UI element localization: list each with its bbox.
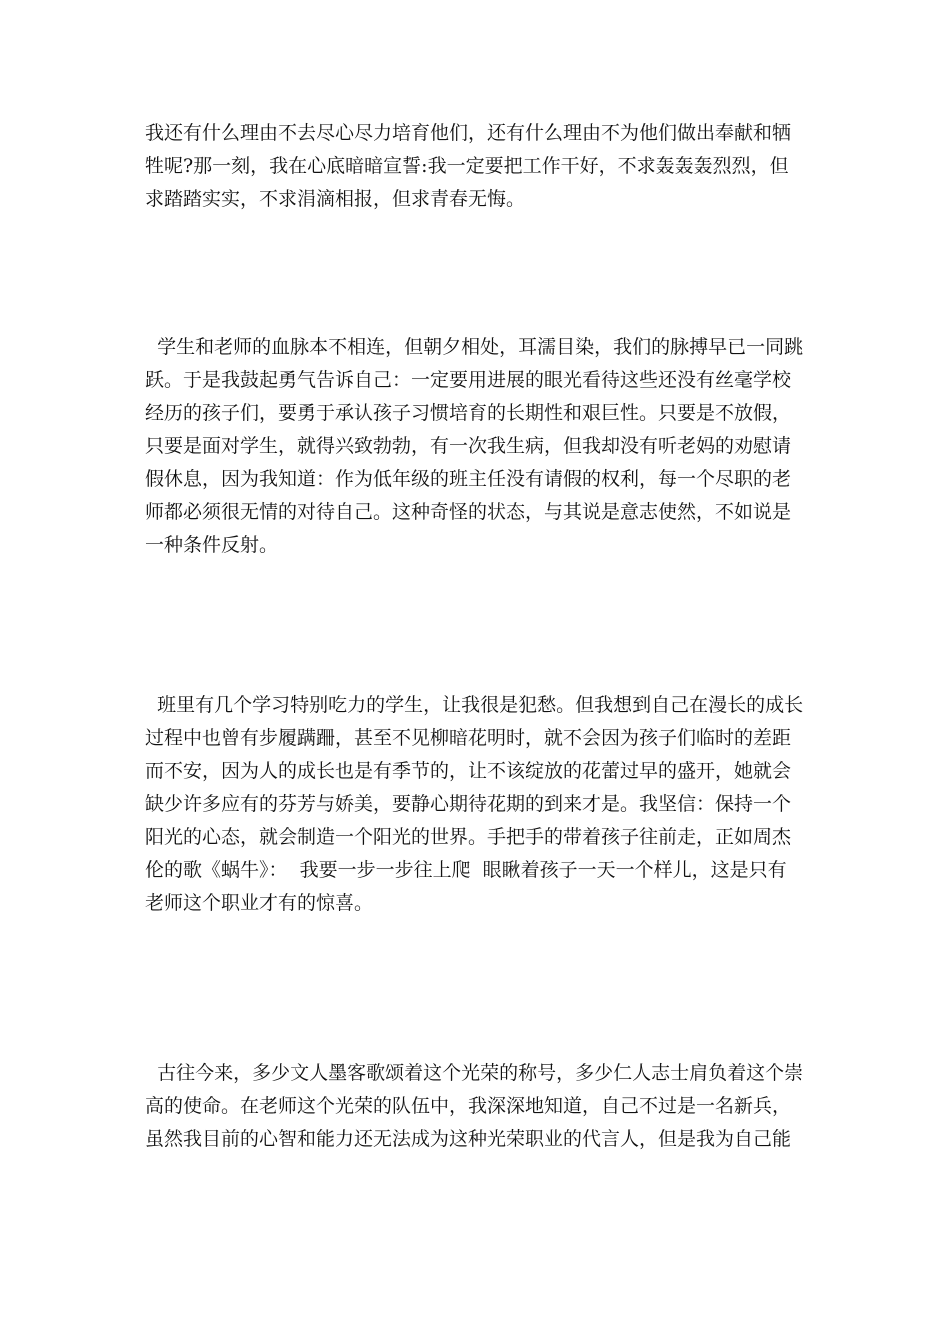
paragraph-line: 师都必须很无情的对待自己。这种奇怪的状态，与其说是意志使然，不如说是 — [145, 501, 792, 523]
paragraph-4 — [145, 1057, 805, 1156]
paragraph-line: 求踏踏实实，不求涓滴相报，但求青春无悔。 — [145, 188, 526, 210]
paragraph-line: 阳光的心态，就会制造一个阳光的世界。手把手的带着孩子往前走，正如周杰 — [145, 826, 792, 848]
paragraph-line: 高的使命。在老师这个光荣的队伍中，我深深地知道，自己不过是一名新兵， — [145, 1095, 792, 1117]
paragraph-line: 而不安，因为人的成长也是有季节的，让不该绽放的花蕾过早的盛开，她就会 — [145, 760, 792, 782]
paragraph-line: 牲呢?那一刻，我在心底暗暗宣誓:我一定要把工作干好，不求轰轰轰烈烈，但 — [145, 155, 789, 177]
paragraph-3 — [145, 689, 805, 920]
paragraph-2 — [145, 331, 805, 562]
paragraph-line: 伦的歌《蜗牛》： 我要一步一步往上爬 眼瞅着孩子一天一个样儿，这是只有 — [145, 859, 787, 881]
paragraph-line: 虽然我目前的心智和能力还无法成为这种光荣职业的代言人，但是我为自己能 — [145, 1128, 792, 1150]
paragraph-line: 学生和老师的血脉本不相连，但朝夕相处，耳濡目染，我们的脉搏早已一同跳 — [145, 336, 804, 358]
paragraph-line: 假休息，因为我知道：作为低年级的班主任没有请假的权利，每一个尽职的老 — [145, 468, 792, 490]
paragraph-line: 跃。于是我鼓起勇气告诉自己：一定要用进展的眼光看待这些还没有丝毫学校 — [145, 369, 792, 391]
paragraph-line: 经历的孩子们，要勇于承认孩子习惯培育的长期性和艰巨性。只要是不放假， — [145, 402, 792, 424]
paragraph-line: 古往今来，多少文人墨客歌颂着这个光荣的称号，多少仁人志士肩负着这个崇 — [145, 1062, 804, 1084]
paragraph-line: 老师这个职业才有的惊喜。 — [145, 892, 374, 914]
paragraph-line: 班里有几个学习特别吃力的学生，让我很是犯愁。但我想到自己在漫长的成长 — [145, 694, 804, 716]
paragraph-line: 过程中也曾有步履蹒跚，甚至不见柳暗花明时，就不会因为孩子们临时的差距 — [145, 727, 792, 749]
paragraph-line: 一种条件反射。 — [145, 534, 279, 556]
paragraph-1 — [145, 117, 805, 216]
paragraph-line: 缺少许多应有的芬芳与娇美，要静心期待花期的到来才是。我坚信：保持一个 — [145, 793, 792, 815]
paragraph-line: 只要是面对学生，就得兴致勃勃，有一次我生病，但我却没有听老妈的劝慰请 — [145, 435, 792, 457]
paragraph-line: 我还有什么理由不去尽心尽力培育他们，还有什么理由不为他们做出奉献和牺 — [145, 122, 792, 144]
